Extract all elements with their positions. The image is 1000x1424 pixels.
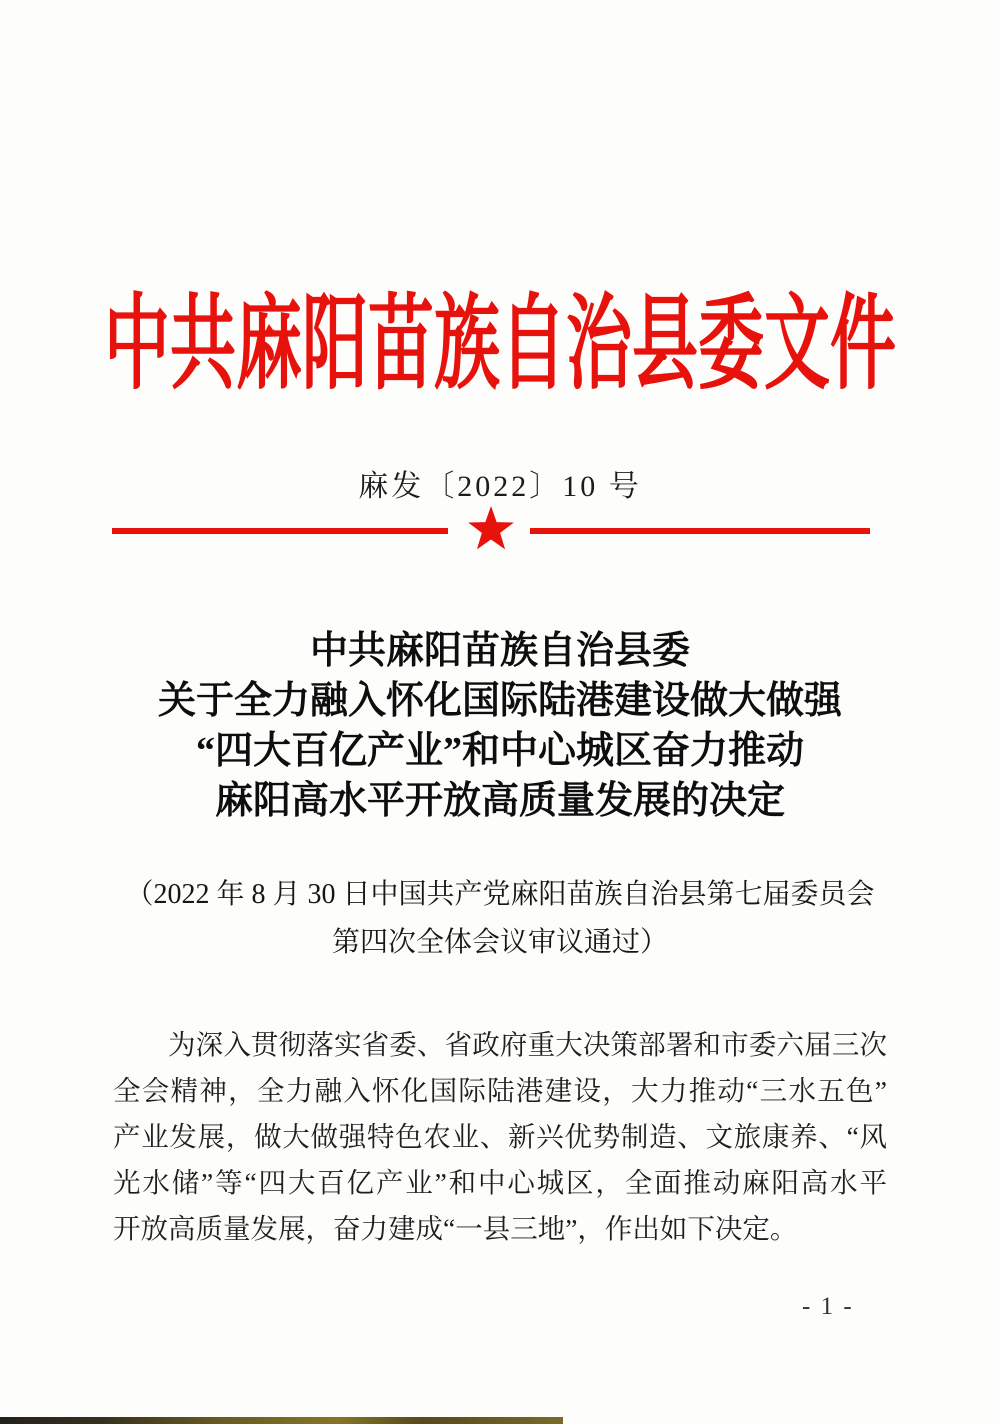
scan-edge-artifact	[0, 1417, 563, 1424]
document-title-line-4: 麻阳高水平开放高质量发展的决定	[214, 780, 785, 822]
meeting-note-line-2: 第四次全体会议审议通过）	[331, 927, 668, 958]
body-line-3: 产业发展，做大做强特色农业、新兴优势制造、文旅康养、“风	[113, 1121, 887, 1152]
body-paragraph	[113, 1022, 887, 1252]
body-line-4: 光水储”等“四大百亿产业”和中心城区，全面推动麻阳高水平	[113, 1167, 887, 1198]
doc-number: 麻发〔2022〕10 号	[358, 470, 642, 503]
document-title-line-2: 关于全力融入怀化国际陆港建设做大做强	[157, 680, 842, 722]
document-title	[0, 626, 1000, 826]
body-line-1: 为深入贯彻落实省委、省政府重大决策部署和市委六届三次	[168, 1029, 887, 1060]
page-number: - 1 -	[802, 1293, 854, 1320]
body-line-5: 开放高质量发展，奋力建成“一县三地”，作出如下决定。	[113, 1213, 798, 1244]
red-rule-right	[530, 528, 870, 534]
document-title-line-3: “四大百亿产业”和中心城区奋力推动	[195, 730, 804, 772]
meeting-note-line-1: （2022 年 8 月 30 日中国共产党麻阳苗族自治县第七届委员会	[125, 879, 875, 910]
org-title: 中共麻阳苗族自治县委文件	[104, 287, 896, 403]
body-line-2: 全会精神，全力融入怀化国际陆港建设，大力推动“三水五色”	[113, 1075, 887, 1106]
meeting-note	[0, 871, 1000, 967]
red-rule-left	[112, 528, 448, 534]
document-title-line-1: 中共麻阳苗族自治县委	[309, 630, 690, 672]
star-icon	[467, 504, 515, 554]
